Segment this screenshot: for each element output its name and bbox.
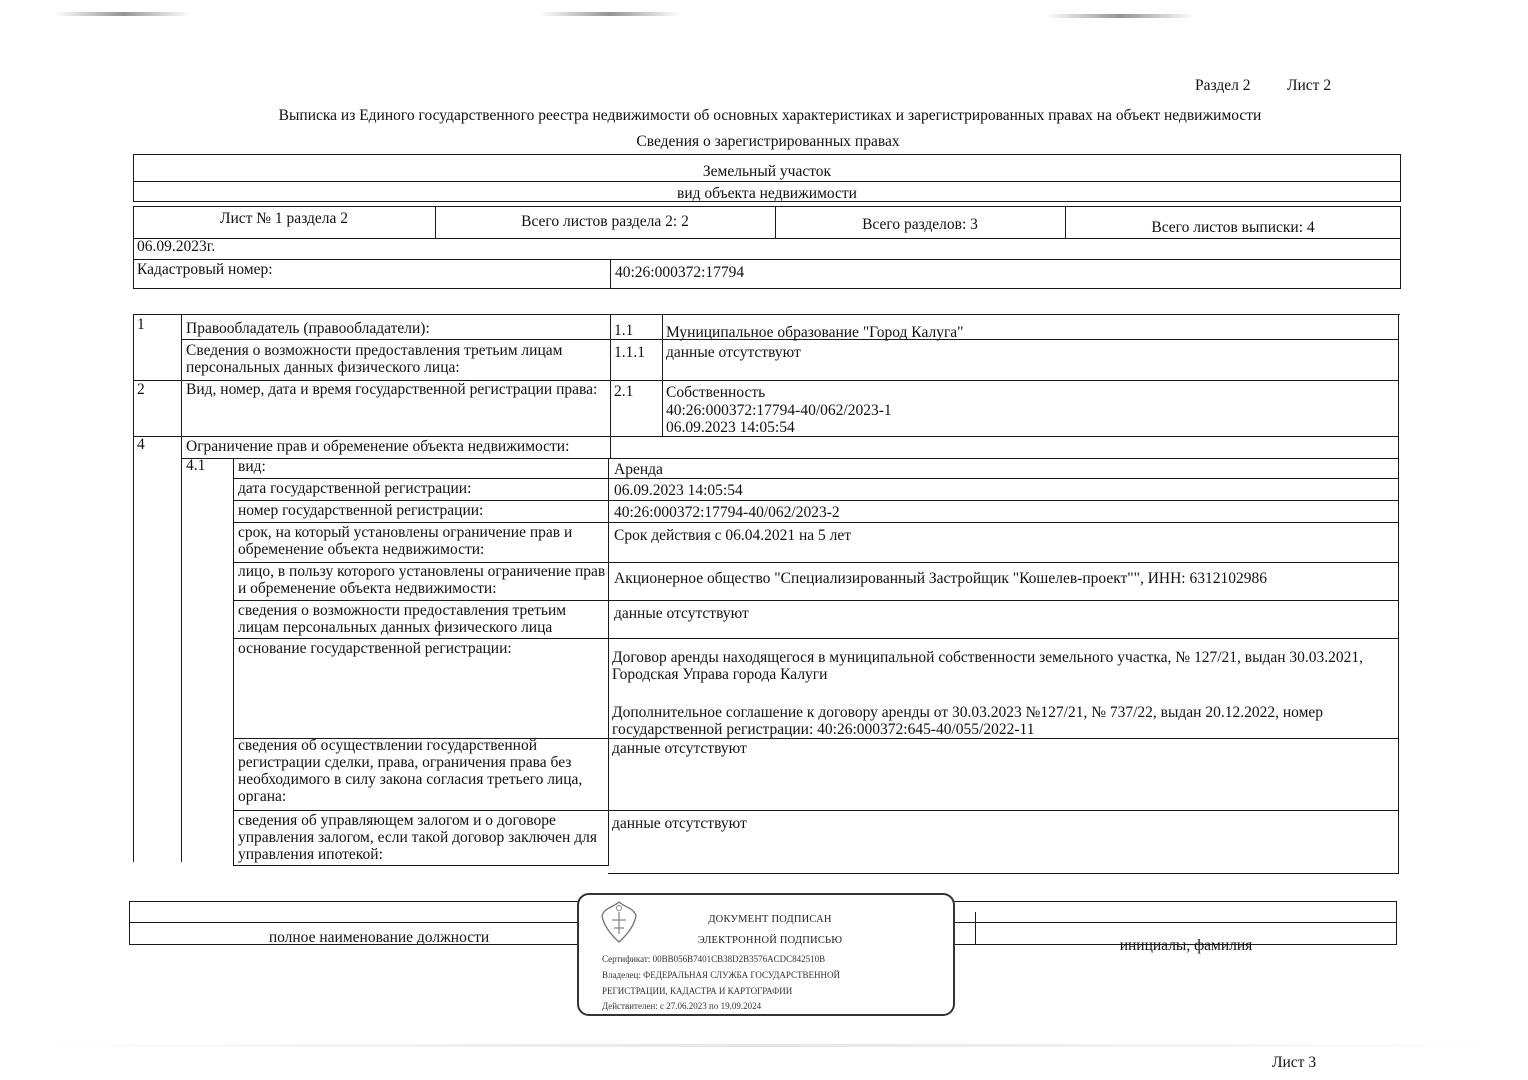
emblem-icon [598, 898, 640, 946]
divider [133, 259, 1401, 260]
divider [233, 638, 1398, 639]
kind-label: вид: [238, 458, 266, 475]
divider [1398, 314, 1399, 874]
stamp-validity: Действителен: с 27.06.2023 по 19.09.2024 [602, 1001, 762, 1011]
divider [181, 314, 182, 862]
personal-data-label: Сведения о возможности предоставления третьим лицам персональных данных физического лица: [186, 342, 563, 376]
sheet-of-section: Лист № 1 раздела 2 [219, 210, 349, 227]
divider [610, 436, 611, 458]
consent-value: данные отсутствуют [612, 740, 747, 757]
divider [133, 314, 134, 862]
cadastral-number: 40:26:000372:17794 [615, 264, 745, 281]
row-2-number: 2 [137, 381, 145, 398]
scan-artifact [1045, 14, 1195, 18]
registration-label: Вид, номер, дата и время государственной регистрации права: [186, 381, 598, 398]
document-title: Выписка из Единого государственного реестра недвижимости об основных характеристиках и зарегистрированных правах на объект недвижимости [278, 107, 1262, 124]
next-sheet-number: Лист 3 [1272, 1054, 1317, 1071]
row-4-1-number: 4.1 [186, 457, 206, 474]
divider [610, 314, 611, 381]
divider [181, 458, 1398, 459]
scan-artifact [540, 12, 680, 16]
stamp-owner-line-1: Владелец: ФЕДЕРАЛЬНАЯ СЛУЖБА ГОСУДАРСТВЕННОЙ [602, 970, 841, 980]
stamp-line-2: ЭЛЕКТРОННОЙ ПОДПИСЬЮ [697, 935, 843, 946]
pledge-label: сведения об управляющем залогом и о договоре управления залогом, если такой договор заключен для управления ипотекой: [238, 812, 597, 863]
pledge-value: данные отсутствуют [612, 815, 747, 832]
divider [610, 259, 611, 289]
section-number: Раздел 2 [1195, 77, 1251, 94]
row-1-number: 1 [137, 316, 145, 333]
right-datetime-value: 06.09.2023 14:05:54 [666, 419, 795, 436]
sheet-number: Лист 2 [1287, 77, 1332, 94]
rightholder-value: Муниципальное образование "Город Калуга" [666, 324, 964, 341]
reg-date-label: дата государственной регистрации: [238, 480, 472, 497]
basis-value-contract: Договор аренды находящегося в муниципальной собственности земельного участка, № 127/21, выдан 30.03.2021, Городская Управа города Калуги [612, 649, 1364, 683]
rightholder-label: Правообладатель (правообладатели): [186, 320, 430, 337]
divider [662, 380, 663, 437]
term-label: срок, на который установлены ограничение прав и обременение объекта недвижимости: [238, 524, 573, 558]
row-4-number: 4 [137, 436, 145, 453]
right-number-value: 40:26:000372:17794-40/062/2023-1 [666, 402, 892, 419]
personal-data-value: данные отсутствуют [666, 344, 801, 361]
stamp-certificate: Сертификат: 00BB056B7401CB38D2B3576ACDC842510B [602, 954, 826, 964]
divider [662, 314, 663, 381]
divider [233, 810, 1398, 811]
basis-label: основание государственной регистрации: [238, 640, 512, 657]
pd-value: данные отсутствуют [614, 605, 749, 622]
beneficiary-value: Акционерное общество "Специализированный Застройщик "Кошелев-проект"", ИНН: 6312102986 [614, 570, 1267, 587]
beneficiary-label: лицо, в пользу которого установлены ограничение прав и обременение объекта недвижимости: [238, 563, 606, 597]
divider [233, 458, 234, 866]
divider [133, 436, 1398, 437]
row-1-1-number: 1.1 [614, 322, 634, 339]
divider [233, 600, 1398, 601]
cadastral-label: Кадастровый номер: [137, 261, 273, 278]
reg-number-value: 40:26:000372:17794-40/062/2023-2 [614, 504, 840, 521]
divider [233, 500, 1398, 501]
row-1-1-1-number: 1.1.1 [614, 344, 645, 361]
object-type-value: Земельный участок [702, 163, 832, 180]
name-caption: инициалы, фамилия [1119, 937, 1253, 954]
term-value: Срок действия с 06.04.2021 на 5 лет [614, 527, 852, 544]
stamp-line-1: ДОКУМЕНТ ПОДПИСАН [708, 914, 832, 925]
encumbrance-label: Ограничение прав и обременение объекта недвижимости: [186, 438, 570, 455]
stamp-owner-line-2: РЕГИСТРАЦИИ, КАДАСТРА И КАРТОГРАФИИ [602, 986, 793, 996]
divider [233, 522, 1398, 523]
divider [608, 873, 1398, 874]
reg-date-value: 06.09.2023 14:05:54 [614, 482, 743, 499]
divider [610, 380, 611, 437]
divider [133, 314, 1400, 315]
pd-label: сведения о возможности предоставления третьим лицам персональных данных физического лица [238, 602, 567, 636]
kind-value: Аренда [614, 461, 663, 478]
document-subtitle: Сведения о зарегистрированных правах [636, 133, 900, 150]
divider [233, 478, 1398, 479]
cadastral-block [133, 238, 1401, 289]
divider [133, 181, 1401, 182]
consent-label: сведения об осуществлении государственной регистрации сделки, права, ограничения права без необходимого в силу закона согласия третьего лица, органа: [238, 737, 583, 805]
reg-number-label: номер государственной регистрации: [238, 502, 484, 519]
basis-value-agreement: Дополнительное соглашение к договору аренды от 30.03.2023 №127/21, № 737/22, выдан 20.12.2022, номер государственной регистрации: 40:26:000372:645-40/055/2022-11 [612, 704, 1324, 738]
total-sheets-extract: Всего листов выписки: 4 [1151, 219, 1315, 236]
scan-artifact [10, 1044, 1520, 1047]
scan-artifact [55, 12, 190, 16]
divider [608, 458, 609, 866]
row-2-1-number: 2.1 [614, 383, 634, 400]
extract-date: 06.09.2023г. [137, 238, 216, 255]
object-type-caption: вид объекта недвижимости [677, 185, 857, 202]
total-sheets-section: Всего листов раздела 2: 2 [521, 213, 689, 230]
divider [233, 865, 608, 866]
position-caption: полное наименование должности [268, 929, 490, 946]
right-type-value: Собственность [666, 384, 766, 401]
total-sections: Всего разделов: 3 [862, 216, 978, 233]
